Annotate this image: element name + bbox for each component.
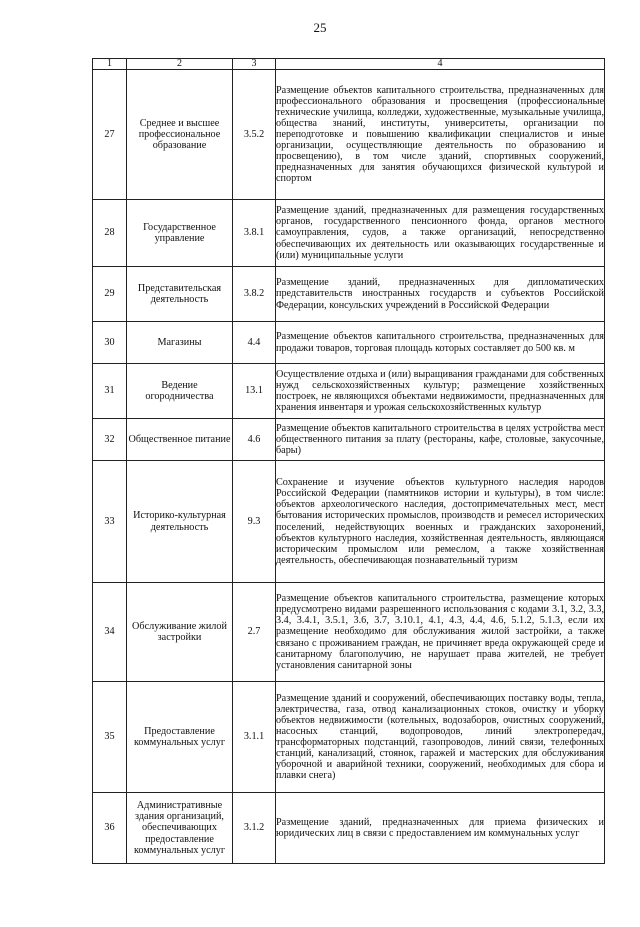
use-type-name: Магазины <box>127 322 233 364</box>
row-number: 34 <box>93 583 127 682</box>
page-number: 25 <box>313 20 327 35</box>
use-code: 4.4 <box>233 322 276 364</box>
use-type-name: Административные здания организаций, обеспечивающих предоставление коммунальных услуг <box>127 793 233 864</box>
table-row <box>93 267 605 322</box>
use-type-name: Среднее и высшее профессиональное образование <box>127 70 233 200</box>
use-description: Размещение объектов капитального строительства, предназначенных для профессионального образования и просвещения (профессиональные технические училища, колледжи, художественные, музыкальные училища, общества знаний, институты, университеты, организации по переподготовке и повышению квалификации специалистов и иные организации, осуществляющие деятельность по образованию и просвещению), в том числе зданий, спортивных сооружений, предназначенных для занятия обучающихся физической культурой и спортом <box>276 70 605 200</box>
use-type-name: Государственное управление <box>127 200 233 267</box>
use-description: Размещение объектов капитального строительства, размещение которых предусмотрено видами разрешенного использования с кодами 3.1, 3.2, 3.3, 3.4, 3.4.1, 3.5.1, 3.6, 3.7, 3.10.1, 4.1, 4.3, 4.4, 4.6, 5.1.2, 5.1.3, если их размещение необходимо для обслуживания жилой застройки, а также связано с проживанием граждан, не причиняет вреда окружающей среде и санитарному благополучию, не нарушает права жителей, не требует установления санитарной зоны <box>276 583 605 682</box>
table-row <box>93 364 605 419</box>
use-code: 13.1 <box>233 364 276 419</box>
row-number: 33 <box>93 461 127 583</box>
table-row <box>93 583 605 682</box>
row-number: 32 <box>93 419 127 461</box>
use-description: Размещение зданий, предназначенных для приема физических и юридических лиц в связи с предоставлением им коммунальных услуг <box>276 793 605 864</box>
use-code: 4.6 <box>233 419 276 461</box>
column-header-4: 4 <box>276 59 605 70</box>
use-code: 2.7 <box>233 583 276 682</box>
use-type-name: Обслуживание жилой застройки <box>127 583 233 682</box>
use-description: Размещение зданий и сооружений, обеспечивающих поставку воды, тепла, электричества, газа, отвод канализационных стоков, очистку и уборку объектов недвижимости (котельных, водозаборов, очистных сооружений, насосных станций, водопроводов, линий электропередач, трансформаторных подстанций, газопроводов, линий связи, телефонных станций, канализаций, стоянок, гаражей и мастерских для обслуживания уборочной и аварийной техники, сооружений, необходимых для сбора и плавки снега) <box>276 682 605 793</box>
use-description: Размещение объектов капитального строительства в целях устройства мест общественного питания за плату (рестораны, кафе, столовые, закусочные, бары) <box>276 419 605 461</box>
use-type-name: Ведение огородничества <box>127 364 233 419</box>
use-description: Сохранение и изучение объектов культурного наследия народов Российской Федерации (памятников истории и культуры), в том числе: объектов археологического наследия, достопримечательных мест, мест бытования исторических промыслов, производств и ремесел исторических поселений, недействующих военных и гражданских захоронений, объектов культурного наследия, хозяйственная деятельность, являющаяся историческим промыслом или ремеслом, а также хозяйственная деятельность, обеспечивающая познавательный туризм <box>276 461 605 583</box>
use-code: 3.8.2 <box>233 267 276 322</box>
row-number: 30 <box>93 322 127 364</box>
table-row <box>93 793 605 864</box>
table-row <box>93 200 605 267</box>
use-code: 3.5.2 <box>233 70 276 200</box>
row-number: 35 <box>93 682 127 793</box>
use-code: 9.3 <box>233 461 276 583</box>
use-type-name: Представительская деятельность <box>127 267 233 322</box>
table-row <box>93 70 605 200</box>
use-description: Осуществление отдыха и (или) выращивания гражданами для собственных нужд сельскохозяйственных культур; размещение хозяйственных построек, не являющихся объектами недвижимости, предназначенных для хранения инвентаря и урожая сельскохозяйственных культур <box>276 364 605 419</box>
use-description: Размещение зданий, предназначенных для размещения государственных органов, государственного пенсионного фонда, органов местного самоуправления, судов, а также организаций, непосредственно обеспечивающих их деятельность или оказывающих государственные и (или) муниципальные услуги <box>276 200 605 267</box>
land-use-table <box>92 58 605 864</box>
use-description: Размещение зданий, предназначенных для дипломатических представительств иностранных государств и субъектов Российской Федерации, консульских учреждений в Российской Федерации <box>276 267 605 322</box>
use-type-name: Историко-культурная деятельность <box>127 461 233 583</box>
row-number: 28 <box>93 200 127 267</box>
column-header-3: 3 <box>233 59 276 70</box>
table-row <box>93 322 605 364</box>
use-description: Размещение объектов капитального строительства, предназначенных для продажи товаров, торговая площадь которых составляет до 500 кв. м <box>276 322 605 364</box>
row-number: 29 <box>93 267 127 322</box>
use-type-name: Предоставление коммунальных услуг <box>127 682 233 793</box>
table-header-row <box>93 59 605 70</box>
use-code: 3.8.1 <box>233 200 276 267</box>
table-row <box>93 461 605 583</box>
row-number: 31 <box>93 364 127 419</box>
use-code: 3.1.1 <box>233 682 276 793</box>
table-row <box>93 419 605 461</box>
use-code: 3.1.2 <box>233 793 276 864</box>
use-type-name: Общественное питание <box>127 419 233 461</box>
column-header-1: 1 <box>93 59 127 70</box>
column-header-2: 2 <box>127 59 233 70</box>
table-row <box>93 682 605 793</box>
row-number: 27 <box>93 70 127 200</box>
row-number: 36 <box>93 793 127 864</box>
